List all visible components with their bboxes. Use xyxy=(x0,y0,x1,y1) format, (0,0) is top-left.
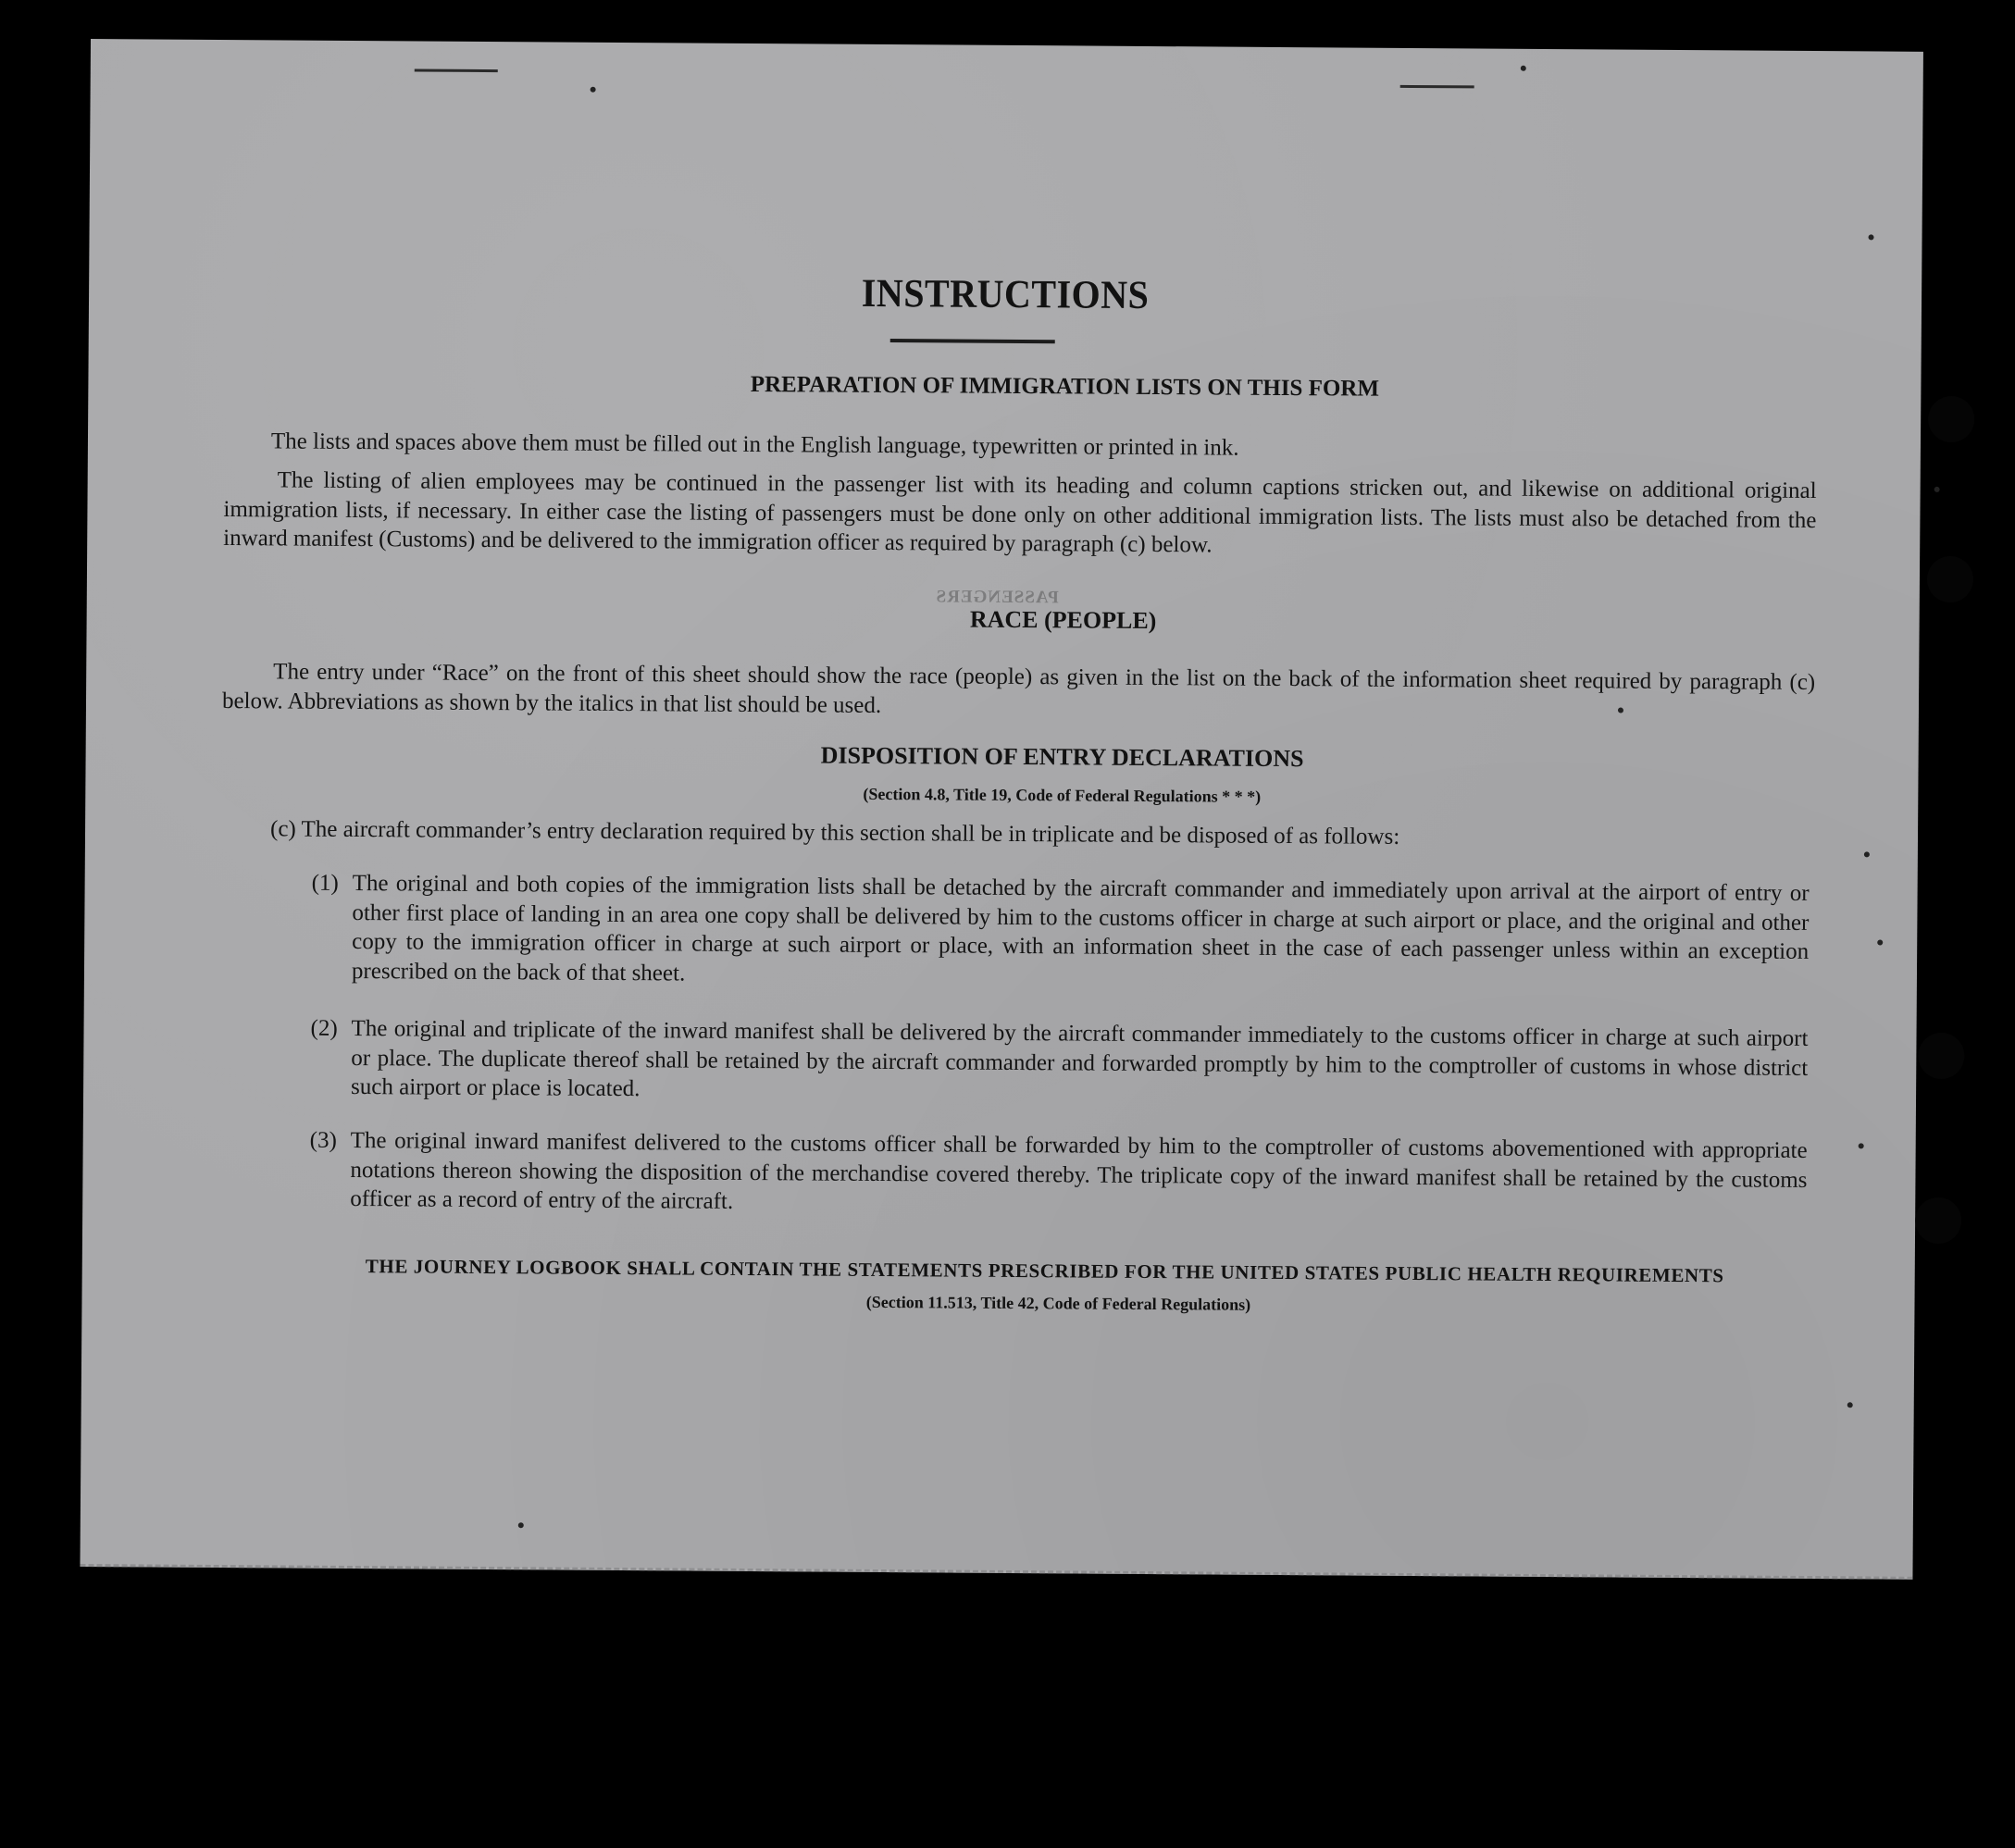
scan-speck xyxy=(518,1522,524,1528)
preparation-paragraph-2: The listing of alien employees may be continued in the passenger list with its heading and column captions stricken out, and likewise on additional original immigration lists, if necessary. In either case the listing of passengers must be done only on other additional immigration lists. The lists must also be detached from the inward manifest (Customs) and be delivered to the immigration officer as required by paragraph (c) below. xyxy=(223,467,1817,558)
scan-speck xyxy=(1859,1143,1864,1148)
disposition-heading: DISPOSITION OF ENTRY DECLARATIONS xyxy=(820,741,1304,773)
race-paragraph: The entry under “Race” on the front of this sheet should show the race (people) as given in the list on the back of the information sheet required by paragraph (c) below. Abbreviations as shown by the italics in that list should be used. xyxy=(221,659,1816,718)
title-divider xyxy=(890,339,1055,343)
journey-logbook-reference: (Section 11.513, Title 42, Code of Federal Regulations) xyxy=(865,1292,1251,1314)
scan-speck xyxy=(1847,1402,1853,1408)
preparation-heading: PREPARATION OF IMMIGRATION LISTS ON THIS FORM xyxy=(750,371,1380,402)
scan-mark xyxy=(1400,85,1474,89)
scan-speck xyxy=(1864,851,1870,857)
scan-speck xyxy=(1869,234,1874,240)
punch-hole xyxy=(1928,396,1974,442)
race-heading: RACE (PEOPLE) xyxy=(969,605,1157,635)
punch-hole xyxy=(1927,556,1973,602)
journey-logbook-heading: THE JOURNEY LOGBOOK SHALL CONTAIN THE STATEMENTS PRESCRIBED FOR THE UNITED STATES PUBLIC HEALTH REQUIREMENTS xyxy=(365,1255,1724,1287)
scan-speck xyxy=(1521,66,1526,71)
scan-speck xyxy=(591,87,596,93)
disposition-item-3 xyxy=(309,1126,1810,1214)
bleed-through-text: PASSENGERS xyxy=(935,587,1059,608)
scan-speck xyxy=(1877,939,1883,945)
item-text: The original inward manifest delivered to the customs officer shall be forwarded by him to the comptroller of customs abovementioned with appropriate notations thereon showing the disposition of the merchandise covered thereby. The triplicate copy of the inward manifest shall be retained by the customs officer as a record of entry of the aircraft. xyxy=(350,1127,1808,1214)
item-text: The original and triplicate of the inward manifest shall be delivered by the aircraft commander immediately to the customs officer in charge at such airport or place. The duplicate thereof shall be retained by the aircraft commander and forwarded promptly by him to the comptroller of customs in whose district such airport or place is located. xyxy=(351,1015,1809,1102)
disposition-reference: (Section 4.8, Title 19, Code of Federal Regulations * * *) xyxy=(863,784,1262,806)
item-number: (2) xyxy=(310,1015,338,1041)
item-number: (3) xyxy=(309,1127,337,1153)
scan-speck xyxy=(1618,708,1623,713)
disposition-item-2 xyxy=(310,1014,1810,1102)
punch-hole xyxy=(1918,1033,1964,1079)
preparation-paragraph-1: The lists and spaces above them must be filled out in the English language, typewritten or printed in ink. xyxy=(270,428,1239,461)
document-page xyxy=(80,39,1922,1580)
item-number: (1) xyxy=(311,870,339,896)
scan-speck xyxy=(1934,487,1940,492)
page-title: INSTRUCTIONS xyxy=(861,270,1150,317)
disposition-item-1 xyxy=(311,869,1811,986)
punch-hole xyxy=(1915,1197,1961,1244)
disposition-intro: (c) The aircraft commander’s entry declaration required by this section shall be in triplicate and be disposed of as follows: xyxy=(269,816,1400,850)
scan-mark xyxy=(415,68,498,72)
item-text: The original and both copies of the immigration lists shall be detached by the aircraft commander and immediately upon arrival at the airport of entry or other first place of landing in an area one copy shall be delivered by him to the customs officer in charge at such airport or place, and the original and other copy to the immigration officer in charge at such airport or place, with an information sheet in the case of each passenger unless within an exception prescribed on the back of that sheet. xyxy=(351,870,1810,986)
